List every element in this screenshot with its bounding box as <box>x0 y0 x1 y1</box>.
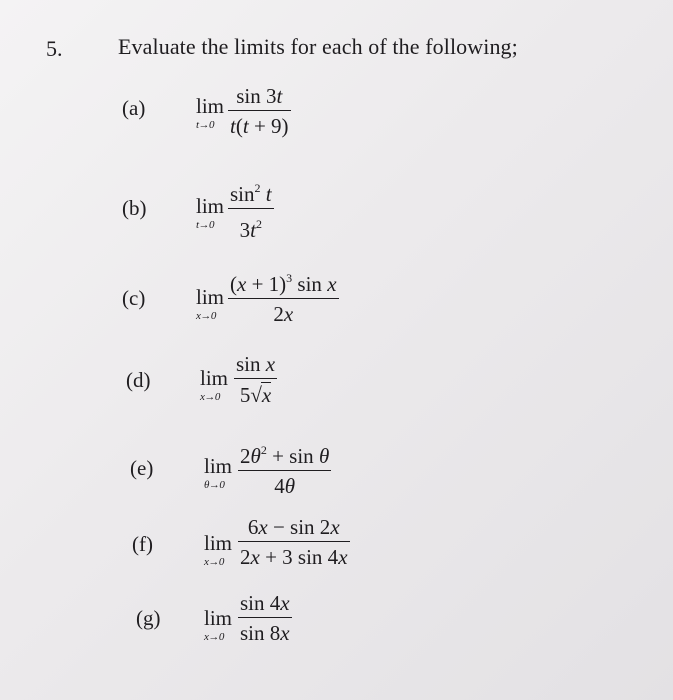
lim-subscript: t→0 <box>196 119 215 131</box>
denominator: 2x + 3 sin 4x <box>240 545 348 570</box>
limit-operator-a <box>196 94 224 131</box>
numerator: $(x + 1)^3$ sin x <box>230 271 337 296</box>
lim-subscript: x→0 <box>204 631 224 643</box>
lim-subscript: t→0 <box>196 219 215 231</box>
lim-text: lim <box>204 606 233 630</box>
limit-operator-e <box>204 454 232 491</box>
lim-subscript: x→0 <box>196 310 216 322</box>
numerator: $\sin^2 t$ <box>230 181 272 206</box>
denominator: t(t + 9) <box>230 114 289 139</box>
fraction-e <box>238 438 331 498</box>
fraction-bar <box>238 541 350 542</box>
denominator: 4θ <box>274 474 296 499</box>
numerator: sin x <box>236 352 276 376</box>
part-e-label: (e) <box>130 456 154 480</box>
fraction-a <box>228 84 291 138</box>
lim-text: lim <box>204 531 233 555</box>
numerator: sin 3t <box>236 84 283 108</box>
fraction-d <box>234 352 277 407</box>
fraction-g <box>238 591 292 645</box>
part-a-label: (a) <box>122 96 146 120</box>
fraction-bar <box>228 208 274 209</box>
numerator: sin 4x <box>240 591 290 615</box>
part-f-label: (f) <box>132 532 153 556</box>
limit-operator-b <box>196 194 224 231</box>
part-b-label: (b) <box>122 196 147 220</box>
limit-operator-d <box>200 366 228 403</box>
denominator: $3t^2$ <box>239 217 262 243</box>
lim-subscript: x→0 <box>204 556 224 568</box>
denominator: 2x <box>273 302 294 327</box>
lim-subscript: x→0 <box>200 391 220 403</box>
denominator: 5√x <box>239 383 272 408</box>
lim-text: lim <box>196 194 225 218</box>
fraction-c <box>228 266 339 326</box>
numerator: $2\theta^2 + \sin \theta$ <box>240 443 330 468</box>
lim-text: lim <box>200 366 229 390</box>
limit-operator-c <box>196 285 224 322</box>
fraction-bar <box>234 378 277 379</box>
question-number: 5. <box>46 36 63 61</box>
fraction-bar <box>238 617 292 618</box>
fraction-bar <box>228 298 339 299</box>
part-c-label: (c) <box>122 286 146 310</box>
lim-text: lim <box>196 285 225 309</box>
part-g-label: (g) <box>136 606 161 630</box>
fraction-bar <box>228 110 291 111</box>
limit-operator-g <box>204 606 232 643</box>
lim-text: lim <box>204 454 233 478</box>
denominator: sin 8x <box>240 621 290 646</box>
lim-text: lim <box>196 94 225 118</box>
fraction-b <box>228 176 274 242</box>
fraction-bar <box>238 470 331 471</box>
numerator: 6x − sin 2x <box>247 515 340 539</box>
question-heading: Evaluate the limits for each of the following; <box>118 34 518 59</box>
part-d-label: (d) <box>126 368 151 392</box>
fraction-f <box>238 515 350 569</box>
lim-subscript: θ→0 <box>204 479 225 491</box>
limit-operator-f <box>204 531 232 568</box>
